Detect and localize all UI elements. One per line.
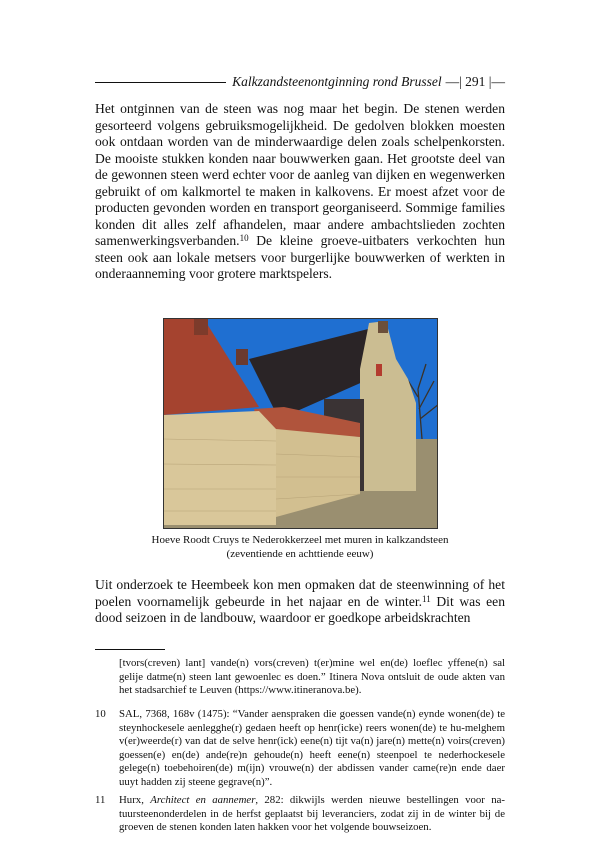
caption-line-1: Hoeve Roodt Cruys te Nederokkerzeel met muren in kalkzandsteen: [151, 534, 449, 546]
chimney-middle: [236, 349, 248, 365]
farmhouse-illustration: [164, 319, 438, 529]
paragraph-text-continued: Dit was een dood seizoen in de landbouw, waardoor er goedkope arbeidskrachten: [95, 593, 506, 625]
gable-window: [376, 364, 382, 376]
page-number: —| 291 |—: [445, 74, 505, 89]
footnote-text: [119, 794, 505, 835]
paragraph-text: Het ontginnen van de steen was nog maar het begin. De stenen werden gesorteerd volgens gebruiksmogelijkheid. De gedolven blokken moesten ook ontdaan worden van de minderwaardige delen zoals schelpenkorsten. De mooiste stukken konden naar bouwwerken gaan. Het grootste deel van de gewonnen steen werd echter voor de aanleg van dijken en wegenwerken gebruikt of om kalkmortel te maken in kalkovens. Er moest afzet voor de producten gevonden worden en transport georganiseerd. Sommige families konden dit alles zelf afhandelen, maar andere ambachtslieden zochten samenwerkingsverbanden.: [95, 101, 505, 248]
caption-line-2: (zeventiende en achttiende eeuw): [226, 548, 374, 560]
footnote-book-title: Architect en aannemer: [150, 794, 256, 806]
footnote-text: SAL, 7368, 168v (1475): “Vander aenspraken die goessen vande(n) eynde wonen(de) te steynhockesele aenlegghe(r) gedaen heeft op henr(icke) reers wonen(de) te hu-melghem v(er)weerde(r) van dat de selve henr(ick) eene(n) tijt va(n) jare(n) mette(n) voirs(creven) goessen(e) en(de) ande(re)n gehoude(n) heeft eene(n) steenpoel te nederhockesele gelege(n) toebehoiren(de) m(ijn) vrouwe(n) der abdissen vander came(re)n ende daer uuyt hadden zij steene gegrave(n)”.: [119, 708, 505, 788]
paragraph-text: Uit onderzoek te Heembeek kon men opmaken dat de steenwinning of het poelen voornamelijk gebeurde in het najaar en de winter.: [95, 577, 505, 609]
running-title: Kalkzandsteenontginning rond Brussel: [232, 74, 442, 89]
footnote-number: 11: [95, 794, 106, 806]
figure-caption: [95, 533, 505, 561]
footnote-number: 10: [95, 708, 106, 720]
footnote-detail: , 282: dikwijls werden nieuwe bestellingen voor na-tuursteenonderdelen in de herfst geplaatst bij leveranciers, zodat zij in de winter bij de groeven de stenen konden laten hakken voor het volgende bouwseizoen.: [119, 794, 505, 833]
footnote-ref-10[interactable]: 10: [239, 233, 249, 243]
header-rule: [95, 82, 226, 83]
running-header: [95, 74, 505, 90]
body-paragraph-2: [95, 577, 505, 627]
stone-wall-left: [164, 411, 276, 525]
footnote-ref-11[interactable]: 11: [422, 593, 431, 604]
footnote-11: [95, 794, 505, 835]
chimney-left: [194, 319, 208, 335]
footnote-continuation: [tvors(creven) lant] vande(n) vors(creven) t(er)mine wel en(de) loeflec yffene(n) sal gelije datme(n) steen lant gewoenlec es doen.” Itinera Nova ontsluit de oude akten van het stadsarchief te Leuven (https://www.itineranova.be).: [119, 657, 505, 696]
paragraph-text-continued: De kleine groeve-uitbaters verkochten hun steen ook aan lokale metsers voor burgerlijke bouwwerken of werkten in onderaanneming voor grotere marktspelers.: [95, 233, 505, 281]
body-paragraph-1: [95, 101, 505, 283]
footnote-author: Hurx,: [119, 794, 151, 806]
farmhouse-photo: [163, 318, 438, 529]
footnote-10: [95, 708, 505, 789]
gable-chimney: [378, 321, 388, 333]
footnote-rule: [95, 649, 165, 650]
